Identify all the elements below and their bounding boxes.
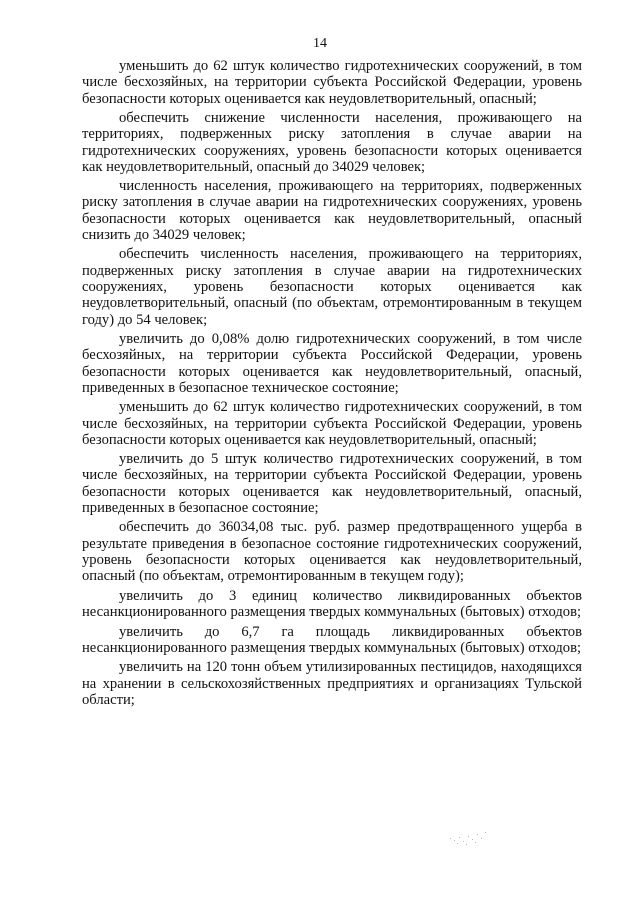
paragraph: уменьшить до 62 штук количество гидротехнических сооружений, в том числе бесхозяйных, на территории субъекта Российской Федерации, уровень безопасности которых оценивается как неудовлетворительный, опасный; xyxy=(82,399,582,448)
paragraph: численность населения, проживающего на территориях, подверженных риску затопления в случае аварии на гидротехнических сооружениях, уровень безопасности которых оценивается как неудовлетворительный, опасный снизить до 34029 человек; xyxy=(82,178,582,244)
paragraph: увеличить до 0,08% долю гидротехнических сооружений, в том числе бесхозяйных, на территории субъекта Российской Федерации, уровень безопасности которых оценивается как неудовлетворительный, опасный, приведенных в безопасное техническое состояние; xyxy=(82,330,582,397)
paragraph: увеличить до 3 единиц количество ликвидированных объектов несанкционированного размещения твердых коммунальных (бытовых) отходов; xyxy=(82,587,582,621)
paragraph: увеличить до 6,7 га площадь ликвидированных объектов несанкционированного размещения твердых коммунальных (бытовых) отходов; xyxy=(82,623,582,656)
paragraph: обеспечить численность населения, проживающего на территориях, подверженных риску затопления в случае аварии на гидротехнических сооружениях, уровень безопасности которых оценивается как неудовлетворительный, опасный (по объектам, отремонтированным в текущем году) до 54 человек; xyxy=(82,246,582,328)
scan-artifact xyxy=(448,830,488,846)
paragraph: обеспечить снижение численности населения, проживающего на территориях, подверженных риску затопления в случае аварии на гидротехнических сооружениях, уровень безопасности которых оценивается как неудовлетворительный, опасный до 34029 человек; xyxy=(82,109,582,176)
paragraph: увеличить на 120 тонн объем утилизированных пестицидов, находящихся на хранении в сельскохозяйственных предприятиях и организациях Тульской области; xyxy=(82,659,582,709)
document-body xyxy=(82,58,582,711)
paragraph: увеличить до 5 штук количество гидротехнических сооружений, в том числе бесхозяйных, на территории субъекта Российской Федерации, уровень безопасности которых оценивается как неудовлетворительный, опасный, приведенных в безопасное состояние; xyxy=(82,450,582,517)
paragraph: обеспечить до 36034,08 тыс. руб. размер предотвращенного ущерба в результате приведения в безопасное состояние гидротехнических сооружений, уровень безопасности которых оценивается как неудовлетворительный, опасный (по объектам, отремонтированным в текущем году); xyxy=(82,519,582,585)
page-number: 14 xyxy=(313,36,327,51)
paragraph: уменьшить до 62 штук количество гидротехнических сооружений, в том числе бесхозяйных, на территории субъекта Российской Федерации, уровень безопасности которых оценивается как неудовлетворительный, опасный; xyxy=(82,58,582,107)
